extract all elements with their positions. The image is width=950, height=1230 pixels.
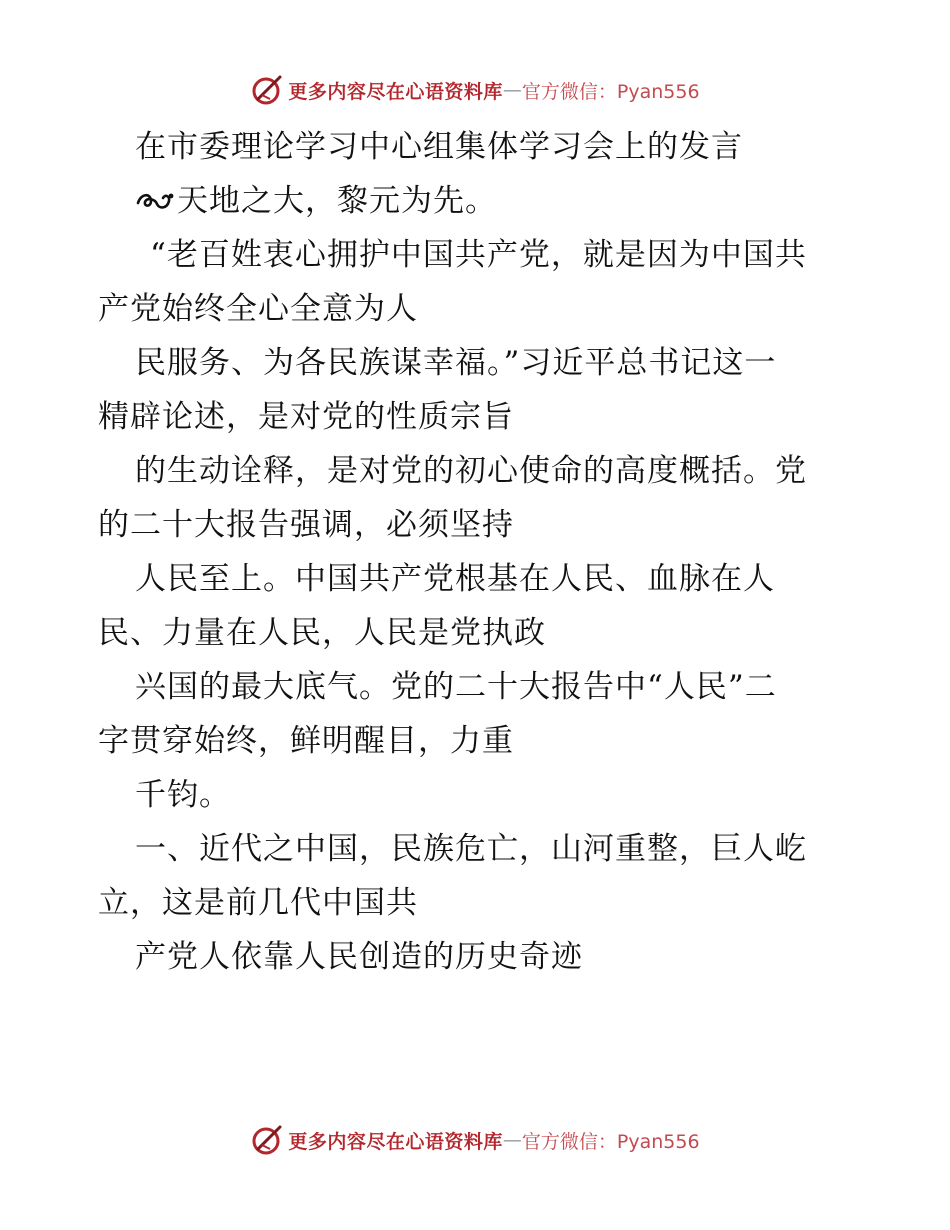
paragraph-line: “老百姓衷心拥护中国共产党，就是因为中国共 bbox=[150, 237, 807, 273]
footer-contact-text: 官方微信：Pyan556 bbox=[521, 1130, 700, 1153]
header-separator: — bbox=[502, 79, 522, 101]
brush-logo-icon bbox=[250, 73, 284, 107]
header-main-text: 更多内容尽在心语资料库 bbox=[288, 80, 503, 103]
footer-main-text: 更多内容尽在心语资料库 bbox=[288, 1130, 503, 1153]
paragraph-line: 一、近代之中国，民族危亡，山河重整，巨人屹 bbox=[135, 831, 807, 867]
document-body bbox=[98, 120, 858, 984]
header-watermark bbox=[0, 70, 950, 110]
paragraph-line: 精辟论述，是对党的性质宗旨 bbox=[98, 399, 514, 435]
paragraph-line: 产党始终全心全意为人 bbox=[98, 291, 418, 327]
epigraph-text: 天地之大，黎元为先。 bbox=[177, 183, 497, 219]
flourish-icon bbox=[135, 187, 175, 213]
document-title: 在市委理论学习中心组集体学习会上的发言 bbox=[135, 129, 743, 165]
paragraph-line: 民服务、为各民族谋幸福。”习近平总书记这一 bbox=[135, 345, 777, 381]
paragraph-line: 的二十大报告强调，必须坚持 bbox=[98, 507, 514, 543]
footer-separator: — bbox=[502, 1129, 522, 1151]
epigraph-line bbox=[98, 174, 858, 228]
footer-watermark bbox=[0, 1120, 950, 1160]
paragraph-line: 兴国的最大底气。党的二十大报告中“人民”二 bbox=[135, 669, 777, 705]
paragraph-line: 产党人依靠人民创造的历史奇迹 bbox=[135, 939, 583, 975]
brush-logo-icon bbox=[250, 1123, 284, 1157]
paragraph-line: 的生动诠释，是对党的初心使命的高度概括。党 bbox=[135, 453, 807, 489]
header-contact-text: 官方微信：Pyan556 bbox=[521, 80, 700, 103]
paragraph-line: 立，这是前几代中国共 bbox=[98, 885, 418, 921]
paragraph-line: 民、力量在人民，人民是党执政 bbox=[98, 615, 546, 651]
paragraph-line: 字贯穿始终，鲜明醒目，力重 bbox=[98, 723, 514, 759]
paragraph-line: 人民至上。中国共产党根基在人民、血脉在人 bbox=[135, 561, 775, 597]
paragraph-line: 千钧。 bbox=[135, 777, 231, 813]
